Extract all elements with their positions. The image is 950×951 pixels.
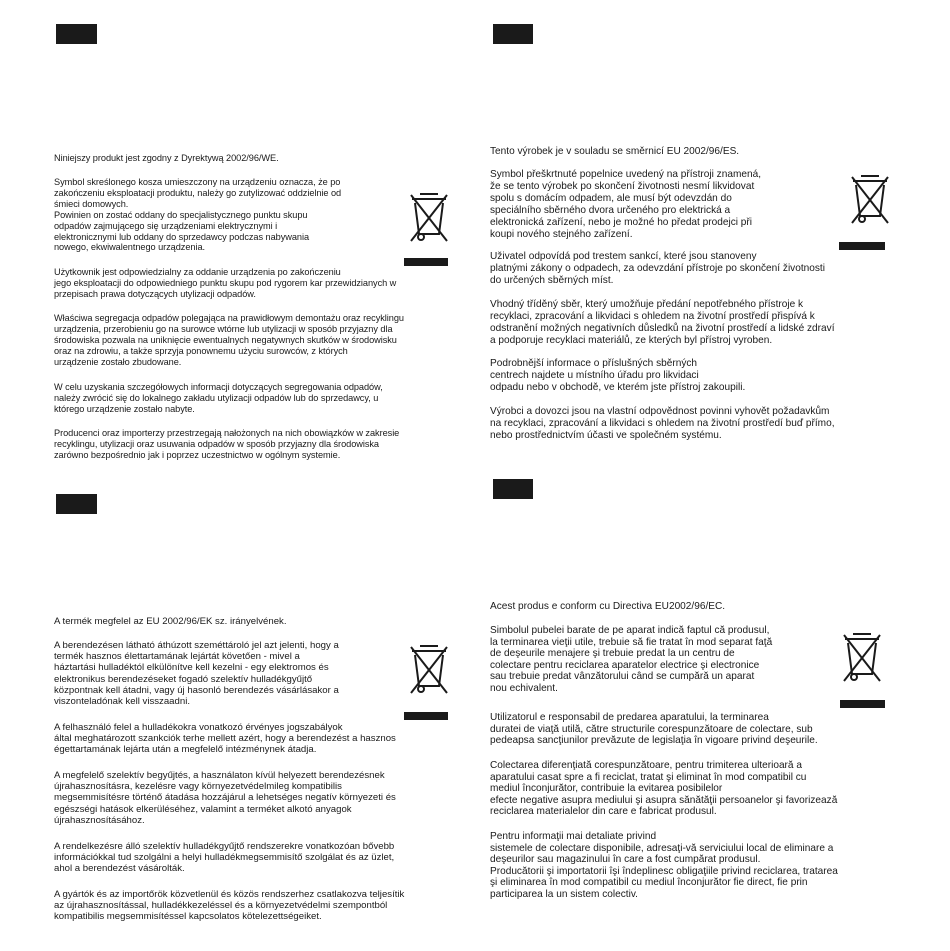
symbol-paragraph: Symbol skreślonego kosza umieszczony na urządzeniu oznacza, że po zakończeniu eksploatacji produktu, należy go zutylizować oddzielnie od śmieci domowych. Powinien on zostać oddany do specjalistycznego punktu skupu odpadów zajmującego się urządzeniami elektrycznymi i elektronicznymi lub oddany do sprzedawcy podczas nabywania nowego, ekwiwalentnego urządzenia.	[54, 177, 342, 253]
producers-paragraph: A gyártók és az importőrök közvetlenül és közös rendszerhez csatlakozva teljesítik az újrahasznosítással, hulladékkezeléssel és a környezetvédelmi szempontból kompatibilis megsemmisítéssel kapcsolatos kötelezettségeiket.	[54, 889, 405, 923]
romanian-section	[475, 476, 950, 951]
hungarian-section	[0, 476, 475, 951]
crossed-wheelie-bin-icon	[837, 628, 887, 686]
producers-paragraph: Producenci oraz importerzy przestrzegają nałożonych na nich obowiązków w zakresie recyklingu, utylizacji oraz usuwania odpadów w sposób przyjazny dla środowiska zarówno bezpośrednio jak i poprzez uczestnictwo w ogólnym systemie.	[54, 428, 400, 460]
language-tab-marker	[493, 24, 533, 44]
segregation-paragraph: A megfelelő szelektív begyűjtés, a használaton kívül helyezett berendezésnek újrahasznosításra, kezelésre vagy környezetvédelmileg kompatibilis megsemmisítésre történő átadása hozzájárul a lehetséges negatív környezeti és egészségi hatások elkerüléséhez, valamint a terméket alkotó anyagok újrahasznosításához.	[54, 770, 396, 826]
crossed-wheelie-bin-icon	[404, 640, 454, 698]
symbol-paragraph: Symbol přeškrtnuté popelnice uvedený na přístroji znamená, že se tento výrobek po skončení životnosti nesmí likvidovat spolu s domácím odpadem, ale musí být odevzdán do speciálního sběrného dvora určeného pro elektrická a elektronická zařízení, nebo je možné ho předat prodejci při koupi nového stejného zařízení.	[490, 169, 761, 240]
producers-paragraph: Výrobci a dovozci jsou na vlastní odpovědnost povinni vyhovět požadavkům na recyklaci, zpracování a likvidaci s ohledem na životní prostředí buď přímo, nebo prostřednictvím účasti ve společném systému.	[490, 406, 835, 441]
user-responsibility-paragraph: Utilizatorul e responsabil de predarea aparatului, la terminarea duratei de viaţă utilă, către structurile corespunzătoare de colectare, sub pedeapsa sancţiunilor prevăzute de legislaţia în vigoare privind deşeurile.	[490, 712, 818, 746]
polish-section	[0, 0, 475, 476]
directive-statement: Acest produs e conform cu Directiva EU2002/96/EC.	[490, 601, 726, 612]
crossed-wheelie-bin-icon	[845, 170, 895, 228]
bin-underline-bar	[840, 700, 885, 708]
language-tab-marker	[56, 494, 97, 514]
segregation-paragraph: Właściwa segregacja odpadów polegająca na prawidłowym demontażu oraz recyklingu urządzenia, przerobieniu go na surowce wtórne lub utylizacji w sposób przyjazny dla środowiska pozwala na uniknięcie ewentualnych negatywnych skutków w środowisku oraz na zdrowiu, a także sprzyja ponownemu użyciu surowców, z których urządzenie zostało zbudowane.	[54, 313, 404, 367]
information-paragraph: Podrobnější informace o příslušných sběrných centrech najdete u místního úřadu pro likvidaci odpadu nebo v obchodě, ve kterém jste přístroj zakoupili.	[490, 358, 746, 393]
information-paragraph: Pentru informaţii mai detaliate privind sistemele de colectare disponibile, adresaţi-vă serviciului local de eliminare a deşeurilor sau magazinului în care a fost cumpărat produsul. Producătorii şi importatorii îşi îndeplinesc obligaţiile privind reciclarea, tratarea şi eliminarea în mod compatibil cu mediul înconjurător fie direct, fie prin participarea la un sistem colectiv.	[490, 831, 838, 900]
language-tab-marker	[56, 24, 97, 44]
information-paragraph: W celu uzyskania szczegółowych informacji dotyczących segregowania odpadów, należy zwrócić się do lokalnego zakładu utylizacji odpadów lub do sprzedawcy, u którego urządzenie zostało nabyte.	[54, 382, 383, 414]
segregation-paragraph: Colectarea diferenţiată corespunzătoare, pentru trimiterea ulterioară a aparatului casat spre a fi reciclat, tratat şi eliminat în mod compatibil cu mediul înconjurător, contribuie la evitarea posibilelor efecte negative asupra mediului şi asupra sănătăţii persoanelor şi favorizează reciclarea materialelor din care e fabricat produsul.	[490, 760, 838, 817]
directive-statement: Niniejszy produkt jest zgodny z Dyrektywą 2002/96/WE.	[54, 153, 279, 163]
crossed-wheelie-bin-icon	[404, 188, 454, 246]
bin-underline-bar	[404, 258, 448, 266]
user-responsibility-paragraph: A felhasználó felel a hulladékokra vonatkozó érvényes jogszabályok által meghatározott szankciók terhe mellett azért, hogy a berendezést a hasznos égettartamának lejárta után a megfelelő intézménynek átadja.	[54, 722, 396, 756]
symbol-paragraph: Simbolul pubelei barate de pe aparat indică faptul că produsul, la terminarea vieţii utile, trebuie să fie tratat în mod separat faţă de deşeurile menajere şi trebuie predat la un centru de colectare pentru reciclarea aparatelor electrice şi electronice sau trebuie predat vânzătorului când se cumpără un aparat nou echivalent.	[490, 625, 773, 694]
directive-statement: A termék megfelel az EU 2002/96/EK sz. irányelvének.	[54, 616, 287, 627]
czech-section	[475, 0, 950, 476]
bin-underline-bar	[404, 712, 448, 720]
user-responsibility-paragraph: Użytkownik jest odpowiedzialny za oddanie urządzenia po zakończeniu jego eksploatacji do odpowiedniego punktu skupu pod rygorem kar przewidzianych w przepisach prawa dotyczących utylizacji odpadów.	[54, 267, 397, 299]
directive-statement: Tento výrobek je v souladu se směrnicí EU 2002/96/ES.	[490, 146, 740, 157]
bin-underline-bar	[839, 242, 885, 250]
symbol-paragraph: A berendezésen látható áthúzott szeméttároló jel azt jelenti, hogy a termék hasznos élettartamának lejártát követően - mivel a háztartási hulladéktól elkülönítve kell kezelni - egy elektromos és elektronikus berendezéseket fogadó szelektív hulladékgyűjtő központnak kell átadni, vagy új hasonló berendezés vásárlásakor a viszonteladónak kell visszaadni.	[54, 640, 339, 708]
user-responsibility-paragraph: Uživatel odpovídá pod trestem sankcí, které jsou stanoveny platnými zákony o odpadech, za odevzdání přístroje po skončení životnosti do určených sběrných míst.	[490, 251, 825, 286]
segregation-paragraph: Vhodný tříděný sběr, který umožňuje předání nepotřebného přístroje k recyklaci, zpracování a likvidaci s ohledem na životní prostředí přispívá k odstranění možných negativních důsledků na životní prostředí a lidské zdraví a podporuje recyklaci materiálů, ze kterých byl přístroj vyroben.	[490, 299, 835, 346]
information-paragraph: A rendelkezésre álló szelektív hulladékgyűjtő rendszerekre vonatkozóan bővebb információkkal tud szolgálni a helyi hulladékmegsemmisítő szolgálat és az üzlet, ahol a berendezést vásárolták.	[54, 841, 395, 875]
